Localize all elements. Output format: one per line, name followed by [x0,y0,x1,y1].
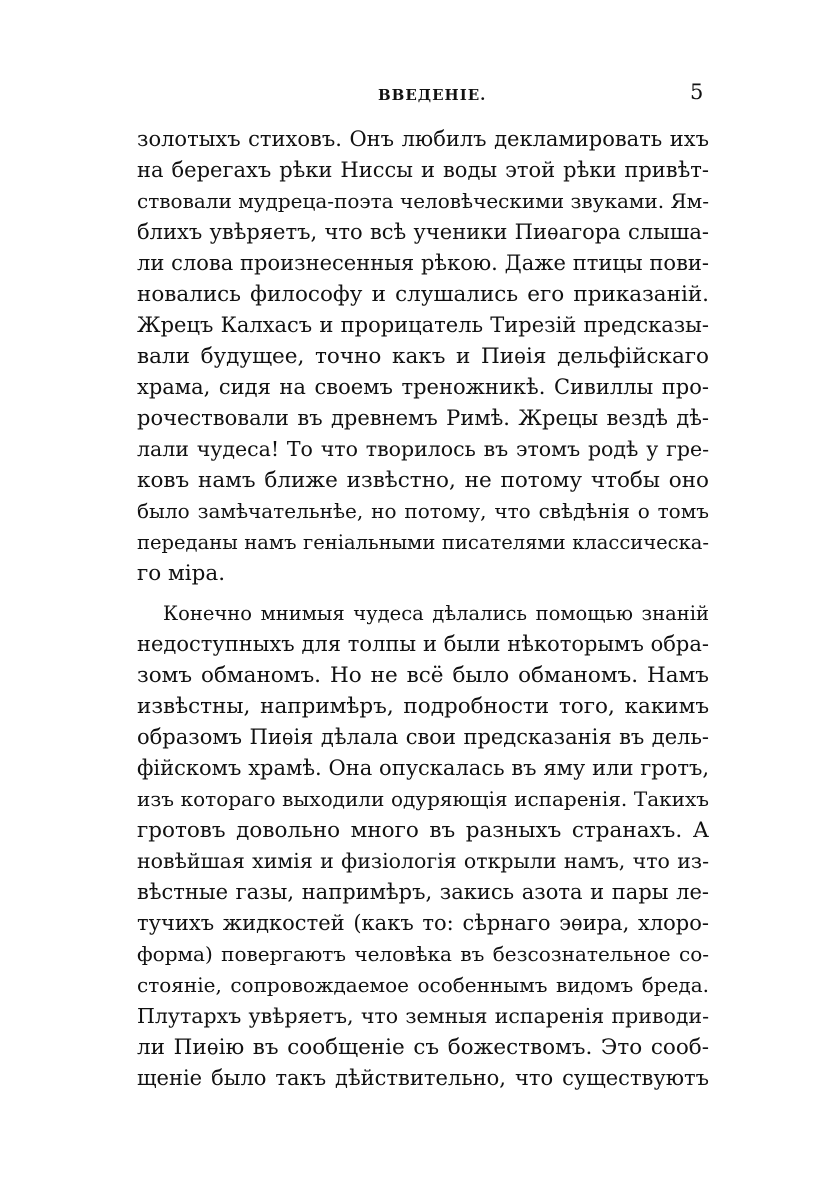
text-line: Конечно мнимыя чудеса дѣлались помощью знаній [163,602,709,625]
body-text [137,124,709,1094]
text-line: образомъ Пиѳія дѣлала свои предсказанія въ дель- [137,725,709,749]
text-line: ковъ намъ ближе извѣстно, не потому чтобы оно [137,468,709,493]
text-line: изъ котораго выходили одуряющія испаренія. Такихъ [137,787,709,811]
text-line: золотыхъ стиховъ. Онъ любилъ декламировать ихъ [137,127,709,151]
text-line: недоступныхъ для толпы и были нѣкоторымъ обра- [137,632,709,656]
text-line: форма) повергаютъ человѣка въ безсознательное со- [137,942,709,966]
text-line: Плутархъ увѣряетъ, что земныя испаренія приводи- [137,1004,709,1028]
text-line: ли слова произнесенныя рѣкою. Даже птицы пови- [137,251,709,275]
text-line: фійскомъ храмѣ. Она опускалась въ яму или гротъ, [137,756,709,780]
text-line: на берегахъ рѣки Ниссы и воды этой рѣки привѣт- [137,158,709,182]
text-line: новѣйшая химія и физіологія открыли намъ, что из- [137,849,709,873]
text-line: го міра. [137,561,226,586]
text-line: вѣстные газы, напримѣръ, закись азота и пары ле- [137,880,709,904]
running-head-title: ВВЕДЕНІЕ. [378,86,487,104]
paragraph-gap [137,589,709,598]
text-line: было замѣчательнѣе, но потому, что свѣдѣнія о томъ [137,499,709,523]
text-line: щеніе было такъ дѣйствительно, что существуютъ [137,1066,709,1090]
text-line: вали будущее, точно какъ и Пиѳія дельфійскаго [137,344,709,369]
page-number: 5 [690,80,704,104]
text-line: Жрецъ Калхасъ и прорицатель Тирезій предсказы- [137,313,709,337]
text-line: стояніе, сопровождаемое особеннымъ видомъ бреда. [137,973,709,997]
text-line: рочествовали въ древнемъ Римѣ. Жрецы вездѣ дѣ- [137,406,709,430]
text-line: храма, сидя на своемъ треножникѣ. Сивиллы про- [137,375,709,399]
text-line: новались философу и слушались его приказаній. [137,282,709,307]
text-line: блихъ увѣряетъ, что всѣ ученики Пиѳагора слыша- [137,220,709,244]
text-line: переданы намъ геніальными писателями классическа- [137,531,709,554]
text-line: гротовъ довольно много въ разныхъ странахъ. А [137,818,709,843]
text-line: извѣстны, напримѣръ, подробности того, какимъ [137,694,709,719]
text-line: зомъ обманомъ. Но не всё было обманомъ. Намъ [137,663,709,688]
paragraph [137,598,709,1094]
text-line: лали чудеса! То что творилось въ этомъ родѣ у гре- [137,437,709,461]
text-line: тучихъ жидкостей (какъ то: сѣрнаго эѳира, хлоро- [137,911,709,935]
text-line: ли Пиѳію въ сообщеніе съ божествомъ. Это сооб- [137,1035,709,1060]
paragraph [137,124,709,589]
text-line: ствовали мудреца-поэта человѣческими звуками. Ям- [137,189,709,213]
